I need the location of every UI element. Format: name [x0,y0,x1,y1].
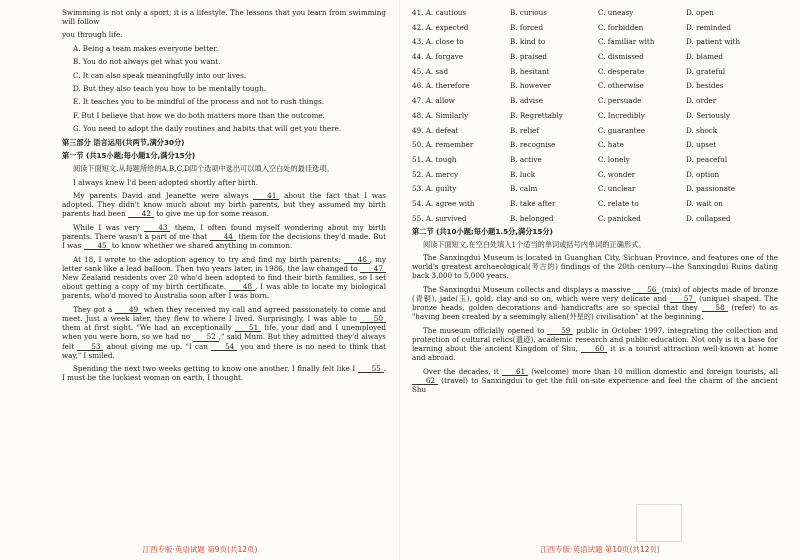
mcq-option-46-A: 46. A. therefore [412,81,470,91]
grammar-paragraph-4 [412,367,778,394]
mcq-option-55-C: C. panicked [598,213,641,223]
option-a: A. Being a team makes everyone better. [73,43,219,53]
text: The Sanxingdui Museum collects and displays a massive [423,284,631,294]
section1-title: 第一节 (共15小题;每小题1分,满分15分) [62,150,196,160]
cloze-paragraph-4 [62,255,386,301]
mcq-option-53-D: D. passionate [686,184,736,194]
mcq-option-47-A: 47. A. allow [412,96,455,106]
text: ," said Mum. But they admitted they'd always felt [62,332,386,351]
mcq-option-52-D: D. option [686,169,720,179]
option-b: B. You do not always get what you want. [73,57,221,67]
mcq-option-41-C: C. uneasy [598,8,634,17]
text: (travel) to Sanxingdui to get the full on-site experience and feel the charm of the ancient Shu [412,375,778,394]
text: when they received my call and agreed passionately to come and meet. Just a week later, they flew to where I lived. Surprisingly, I was able to [62,304,386,324]
mcq-option-48-D: D. Seriously [686,110,730,120]
text: The museum officially opened to [423,325,545,335]
text: (unique) shaped. The bronze heads, golden decorations and handicrafts are so special that they [412,294,778,313]
mcq-option-41-D: D. open [686,8,714,17]
blank-48: 48 [229,283,255,291]
cloze-paragraph-5 [62,305,386,360]
grammar-paragraph-2 [412,285,778,322]
mcq-option-44-C: C. dismissed [598,52,644,62]
text: , my letter sank like a lead balloon. Then two years later, in 1986, the law changed to [62,254,386,274]
mcq-option-55-A: 55. A. survived [412,213,467,223]
text: them, I often found myself wondering about my birth parents. There wasn't a part of me that [62,222,386,242]
cloze-paragraph-1: I always knew I'd been adopted shortly after birth. [73,177,258,187]
section2-instruction: 阅读下面短文,在空白处填入1个适当的单词或括号内单词的正确形式。 [423,240,646,250]
grammar-paragraph-3 [412,326,778,362]
mcq-option-50-B: B. recognise [510,140,556,150]
text: life, your dad and I unemployed when you were born, so we had no [62,323,386,342]
blank-41: 41 [253,192,279,200]
text: New Zealand residents over 20 who'd been adopted to find their birth families, so I set about getting a copy of my birth certificate. [62,273,386,292]
page-footer: 江西专版·英语试题 第10页(共12页) [540,544,660,554]
section1-instruction: 阅读下面短文,从每题所给的A,B,C,D四个选项中选出可以填入空白处的最佳选项。 [73,164,334,174]
mcq-option-45-D: D. grateful [686,66,726,76]
text: Spending the next two weeks getting to know one another, I finally felt like I [73,364,356,374]
page-10 [400,0,800,560]
mcq-option-44-B: B. praised [510,52,548,62]
mcq-option-44-D: D. blamed [686,52,723,62]
option-d: D. But they also teach you how to be mentally tough. [73,83,267,93]
blank-42: 42 [128,210,154,218]
mcq-option-43-D: D. patient with [686,37,741,47]
mcq-option-44-A: 44. A. forgave [412,52,464,62]
watermark-stamp [636,504,682,542]
blank-56: 56 [633,286,659,294]
part3-title: 第三部分 语言运用(共两节,满分30分) [62,137,185,147]
mcq-option-54-C: C. relate to [598,198,639,208]
text: . I must be the luckiest woman on earth, I thought. [62,364,386,383]
mcq-option-47-D: D. order [686,96,717,106]
mcq-option-41-B: B. curious [510,8,547,17]
blank-59: 59 [547,327,573,335]
blank-46: 46 [344,256,370,264]
mcq-option-47-C: C. persuade [598,96,642,106]
mcq-option-49-D: D. shock [686,125,718,135]
mcq-option-51-C: C. lonely [598,154,630,164]
mcq-option-43-A: 43. A. close to [412,37,464,47]
blank-43: 43 [144,224,170,232]
mcq-option-41-A: 41. A. cautious [412,8,467,17]
mcq-option-53-A: 53. A. guilty [412,184,457,194]
mcq-option-53-B: B. calm [510,184,538,194]
mcq-option-45-B: B. hesitant [510,66,550,76]
intro-line-2: you through life. [62,30,123,40]
page-footer: 江西专版·英语试题 第9页(共12页) [142,544,258,554]
blank-52: 52 [193,333,219,341]
text: At 18, I wrote to the adoption agency to try and find my birth parents; [73,254,341,264]
mcq-option-50-C: C. hate [598,140,624,150]
mcq-option-52-B: B. luck [510,169,536,179]
text: it is a tourist attraction well-known at home and abroad. [412,344,778,363]
blank-50: 50 [360,315,386,323]
cloze-options-grid [412,8,778,223]
text: Over the decades, it [423,366,499,376]
mcq-option-46-C: C. otherwise [598,81,644,91]
blank-54: 54 [211,343,237,351]
text: (refer) to as "having been created by a seemingly alien(外星的) civilisation" at the beginning. [412,303,778,322]
mcq-option-42-A: 42. A. expected [412,22,469,32]
text: to know whether we shared anything in common. [111,241,293,251]
option-e: E. It teaches you to be mindful of the process and not to rush things. [73,97,325,107]
mcq-option-48-B: B. Regrettably [510,110,563,120]
mcq-option-53-C: C. unclear [598,184,636,194]
mcq-option-42-C: C. forbidden [598,22,644,32]
text: you and there is no need to think that way," I smiled. [62,341,386,360]
mcq-option-51-B: B. active [510,154,542,164]
blank-62: 62 [412,377,438,385]
mcq-option-54-B: B. take after [510,198,556,208]
blank-58: 58 [702,304,728,312]
blank-45: 45 [84,242,110,250]
mcq-option-46-B: B. however [510,81,551,91]
intro-line-1: Swimming is not only a sport; it is a lifestyle. The lessons that you learn from swimming will follow [62,8,386,26]
mcq-option-54-D: D. wait on [686,198,723,208]
blank-60: 60 [581,345,607,353]
text: While I was very [73,222,140,232]
mcq-option-47-B: B. advise [510,96,544,106]
mcq-option-43-C: C. familiar with [598,37,655,47]
mcq-option-48-C: C. Incredibly [598,110,645,120]
blank-51: 51 [235,324,261,332]
blank-61: 61 [502,368,528,376]
blank-47: 47 [360,265,386,273]
mcq-option-45-A: 45. A. sad [412,66,449,76]
mcq-option-51-D: D. peaceful [686,154,728,164]
mcq-option-50-D: D. upset [686,140,717,150]
text: about giving me up. "I can [106,341,208,351]
blank-49: 49 [115,306,141,314]
mcq-option-52-A: 52. A. mercy [412,169,459,179]
grammar-paragraph-1: The Sanxingdui Museum is located in Guanghan City, Sichuan Province, and features one of the world's greatest archaeological(考古的) findings of the 20th century—the Sanxingdui Ruins dating back 3,000 to 5,000 years. [412,253,778,281]
cloze-paragraph-6 [62,364,386,382]
section2-title: 第二节 (共10小题;每小题1.5分,满分15分) [412,226,553,236]
text: about the fact that I was adopted. They didn't know much about my birth parents, but they assumed my birth parents had been [62,191,386,219]
mcq-option-49-C: C. guarantee [598,125,646,135]
text: public in October 1997, integrating the collection and protection of cultural relics(遗迹), academic research and public education. Not only is it a base for learning about the ancient Kingdom of Shu, [412,325,778,353]
mcq-option-45-C: C. desperate [598,66,645,76]
blank-53: 53 [77,343,103,351]
mcq-option-42-B: B. forced [510,22,544,32]
text: them at first sight. "We had an exceptionally [62,323,232,333]
mcq-option-55-D: D. collapsed [686,213,731,223]
mcq-option-49-A: 49. A. defeat [412,125,459,135]
mcq-option-51-A: 51. A. tough [412,154,457,164]
mcq-option-42-D: D. reminded [686,22,731,32]
blank-44: 44 [210,233,236,241]
mcq-option-43-B: B. kind to [510,37,546,47]
text: My parents David and Jeanette were always [73,191,249,201]
blank-57: 57 [670,295,696,303]
option-c: C. It can also speak meaningfully into our lives. [73,70,247,80]
text: They got a [73,304,113,314]
text: (mix) of objects made of bronze (青铜), jade(玉), gold, clay and so on, which were very delicate and [412,284,778,303]
cloze-paragraph-3 [62,223,386,251]
text: , I was able to locate my biological parents, who'd moved to Australia soon after I was born. [62,282,386,301]
text: to give me up for some reason. [156,209,270,219]
mcq-option-54-A: 54. A. agree with [412,198,475,208]
mcq-option-46-D: D. besides [686,81,724,91]
blank-55: 55 [358,365,384,373]
seven-choice-options [62,44,386,133]
mcq-option-52-C: C. wonder [598,169,636,179]
text: them for the decisions they'd made. But I was [62,232,386,251]
text: (welcome) more than 10 million domestic and foreign tourists, all [531,366,778,376]
mcq-option-49-B: B. relief [510,125,540,135]
mcq-option-55-B: B. belonged [510,213,554,223]
option-g: G. You need to adopt the daily routines and habits that will get you there. [73,124,342,134]
mcq-option-50-A: 50. A. remember [412,140,474,150]
cloze-paragraph-2 [62,191,386,218]
option-f: F. But I believe that how we do both matters more than the outcome. [73,110,325,120]
mcq-option-48-A: 48. A. Similarly [412,110,469,120]
